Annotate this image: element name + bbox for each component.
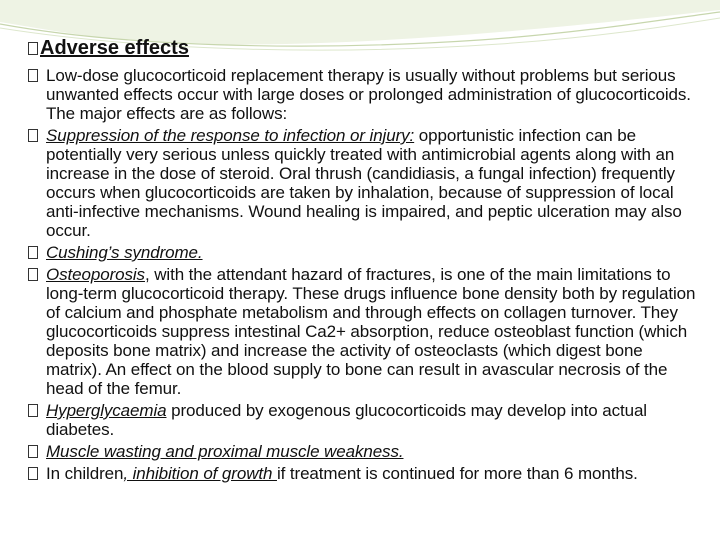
bullet-box-icon bbox=[28, 268, 38, 281]
bullet-box-icon bbox=[28, 404, 38, 417]
list-item bbox=[28, 243, 700, 262]
bullet-box-icon bbox=[28, 42, 38, 55]
list-item bbox=[28, 401, 700, 439]
bullet-box-icon bbox=[28, 69, 38, 82]
bullet-box-icon bbox=[28, 445, 38, 458]
item-text: Low-dose glucocorticoid replacement therapy is usually without problems but serious unwanted effects occur with large doses or prolonged administration of glucocorticoids. The major effects are as follows: bbox=[46, 66, 691, 123]
item-lead: Hyperglycaemia bbox=[46, 401, 167, 420]
item-lead: Cushing’s syndrome. bbox=[46, 243, 203, 262]
list-item bbox=[28, 442, 700, 461]
item-lead: Suppression of the response to infection or injury: bbox=[46, 126, 415, 145]
item-lead: Osteoporosis bbox=[46, 265, 145, 284]
item-text: opportunistic infection can be potentially very serious unless quickly treated with antimicrobial agents along with an increase in the dose of steroid. Oral thrush (candidiasis, a fungal infection) frequently occurs when glucocorticoids are taken by inhalation, because of suppression of local anti-infective mechanisms. Wound healing is impaired, and peptic ulceration may also occur. bbox=[46, 126, 682, 240]
item-text: , with the attendant hazard of fractures, is one of the main limitations to long-term glucocorticoid therapy. These drugs influence bone density both by regulation of calcium and phosphate metabolism and through effects on collagen turnover. They glucocorticoids suppress intestinal Ca2+ absorption, reduce osteoblast function (which deposits bone matrix) and increase the activity of osteoclasts (which digest bone matrix). An effect on the blood supply to bone can result in avascular necrosis of the head of the femur. bbox=[46, 265, 696, 398]
bullet-box-icon bbox=[28, 246, 38, 259]
list-item bbox=[28, 66, 700, 123]
item-text: produced by exogenous glucocorticoids may develop into actual diabetes. bbox=[46, 401, 647, 439]
list-item bbox=[28, 126, 700, 240]
slide-title: Adverse effects bbox=[28, 36, 700, 60]
item-lead: Muscle wasting and proximal muscle weakness. bbox=[46, 442, 404, 461]
bullet-box-icon bbox=[28, 467, 38, 480]
bullet-box-icon bbox=[28, 129, 38, 142]
list-item bbox=[28, 265, 700, 398]
list-item bbox=[28, 464, 700, 483]
item-lead: , inhibition of growth bbox=[123, 464, 277, 483]
item-text: if treatment is continued for more than 6 months. bbox=[276, 464, 638, 483]
item-pre: In children bbox=[46, 464, 124, 483]
slide-content bbox=[28, 36, 700, 486]
